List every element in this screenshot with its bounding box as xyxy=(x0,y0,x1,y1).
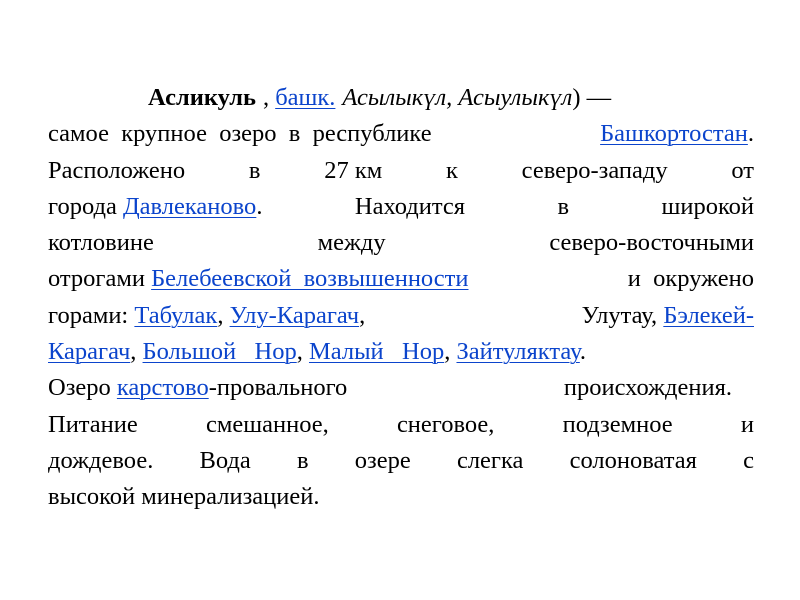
word: в xyxy=(248,156,261,184)
word: слегка xyxy=(456,446,524,474)
word: северо-западу xyxy=(521,156,668,184)
link-maly-nor[interactable]: Малый Нор xyxy=(308,338,445,366)
word: снеговое, xyxy=(396,410,495,438)
bashkir-names: Асылыкүл, Асыулыкүл xyxy=(342,84,573,111)
word: котловине xyxy=(48,229,154,257)
link-belekey-karagach[interactable]: Бэлекей- xyxy=(663,301,754,329)
word: -провального xyxy=(208,374,348,402)
word: Улутау, xyxy=(581,301,658,329)
word: смешанное, xyxy=(205,410,329,438)
closing-dash: ) — xyxy=(572,84,612,111)
word: Находится xyxy=(354,192,466,220)
text-segment: высокой минерализацией. xyxy=(48,483,320,511)
word: дождевое. xyxy=(48,446,154,474)
paragraph-line-5 xyxy=(48,225,754,261)
link-ulu-karagach[interactable]: Улу-Карагач xyxy=(229,301,360,329)
word: солоноватая xyxy=(569,446,697,474)
period: . xyxy=(256,192,263,220)
paragraph-line-7: горами: Табулак, Улу-Карагач, Улутау, Бэлекей- xyxy=(48,301,754,329)
word: в xyxy=(557,192,570,220)
link-tabulak[interactable]: Табулак xyxy=(134,301,218,329)
paragraph-line-2 xyxy=(48,116,754,152)
text-segment: самое крупное озеро в республике xyxy=(48,120,432,148)
link-bashkir-language[interactable]: башк. xyxy=(275,84,336,111)
text-segment: и окружено xyxy=(627,265,754,293)
word: Расположено xyxy=(48,156,186,184)
word: Питание xyxy=(48,410,138,438)
link-davlekanovo[interactable]: Давлеканово xyxy=(122,192,257,220)
paragraph-line-4 xyxy=(48,189,754,225)
link-karst[interactable]: карстово xyxy=(116,374,209,402)
word: и xyxy=(740,410,754,438)
word: Озеро xyxy=(48,374,111,402)
paragraph-line-8: Карагач, Большой Нор, Малый Нор, Зайтуляктау. xyxy=(48,338,586,366)
article-paragraph xyxy=(48,80,754,516)
paragraph-line-6 xyxy=(48,261,754,297)
period: . xyxy=(747,120,754,148)
paragraph-line-9 xyxy=(48,370,754,406)
word: города xyxy=(48,192,117,220)
link-zaytulyaktau[interactable]: Зайтуляктау xyxy=(456,338,580,366)
word: горами: xyxy=(48,301,129,329)
word: к xyxy=(446,156,458,184)
word: широкой xyxy=(661,192,754,220)
word: происхождения. xyxy=(563,374,732,402)
word: подземное xyxy=(562,410,673,438)
link-bolshoy-nor[interactable]: Большой Нор xyxy=(142,338,297,366)
period: . xyxy=(579,338,586,366)
link-belekey-karagach-cont[interactable]: Карагач xyxy=(48,338,131,366)
paragraph-line-12 xyxy=(48,479,754,515)
word: северо-восточными xyxy=(549,229,754,257)
word: 27 км xyxy=(324,156,383,184)
word: озере xyxy=(354,446,411,474)
word: между xyxy=(317,229,386,257)
word: отрогами xyxy=(48,265,145,293)
paragraph-line-1 xyxy=(48,80,754,116)
lake-title: Асликуль xyxy=(148,84,256,111)
paragraph-line-3 xyxy=(48,153,754,189)
paragraph-line-11 xyxy=(48,443,754,479)
word: от xyxy=(731,156,754,184)
paragraph-line-10 xyxy=(48,407,754,443)
word: в xyxy=(297,446,309,474)
link-belebey-upland[interactable]: Белебеевской возвышенности xyxy=(151,265,469,293)
word: Вода xyxy=(199,446,251,474)
word: с xyxy=(743,446,754,474)
comma-separator: , xyxy=(262,84,276,111)
link-bashkortostan[interactable]: Башкортостан xyxy=(600,120,748,148)
